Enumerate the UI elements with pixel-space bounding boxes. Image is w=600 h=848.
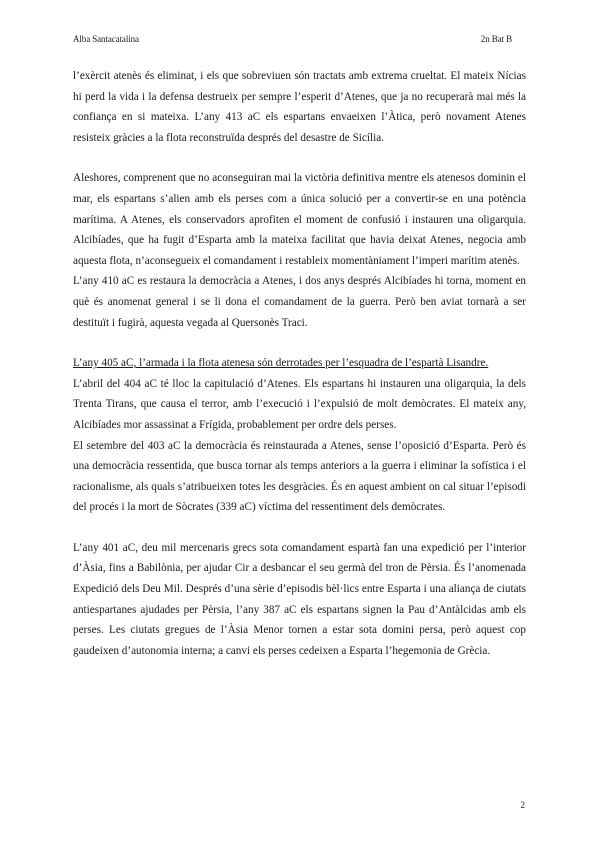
- paragraph: L’abril del 404 aC té lloc la capitulació d’Atenes. Els espartans hi instauren una oligarquia, la dels Trenta Tirans, que causa el terror, amb l’execució i l’expulsió de molt demòcrates. El mateix any, Alcibíades mor assassinat a Frígida, probablement per ordre dels perses.: [73, 377, 526, 431]
- paragraph-gap: [73, 518, 526, 538]
- underlined-paragraph: L’any 405 aC, l’armada i la flota atenesa són derrotades per l’esquadra de l’espartà Lisandre.: [73, 357, 489, 370]
- header-author: Alba Santacatalina: [73, 34, 139, 44]
- paragraph: L’any 401 aC, deu mil mercenaris grecs sota comandament espartà fan una expedició per l’interior d’Àsia, fins a Babilònia, per ajudar Cir a desbancar el seu germà del tron de Pèrsia. És l’anomenada Expedició dels Deu Mil. Després d’una sèrie d’episodis bèl·lics entre Esparta i una aliança de ciutats antiespartanes ajudades per Pèrsia, l’any 387 aC els espartans signen la Pau d’Antàlcidas amb els perses. Les ciutats gregues de l’Àsia Menor tornen a estar sota domini persa, però aquest cop gaudeixen d’autonomia interna; a canvi els perses cedeixen a Esparta l’hegemonia de Grècia.: [73, 541, 526, 657]
- page-number: 2: [520, 800, 525, 810]
- header-class: 2n Bat B: [480, 34, 512, 44]
- paragraph-gap: [73, 148, 526, 168]
- document-body: [73, 66, 526, 661]
- paragraph: El setembre del 403 aC la democràcia és reinstaurada a Atenes, sense l’oposició d’Esparta. Però és una democràcia ressentida, que busca tornar als temps anteriors a la guerra i eliminar la sofística i el racionalisme, als quals s’atribueixen totes les desgràcies. És en aquest ambient on cal situar l’episodi del procés i la mort de Sòcrates (339 aC) víctima del ressentiment dels demòcrates.: [73, 439, 526, 514]
- paragraph: L’any 410 aC es restaura la democràcia a Atenes, i dos anys després Alcibíades hi torna, moment en què és anomenat general i se li dona el comandament de la guerra. Però ben aviat tornarà a ser destituït i fugirà, aquesta vegada al Quersonès Traci.: [73, 275, 526, 329]
- paragraph-gap: [73, 333, 526, 353]
- page-header: [73, 34, 512, 44]
- paragraph: l’exèrcit atenès és eliminat, i els que sobreviuen són tractats amb extrema crueltat. El mateix Nícias hi perd la vida i la defensa destrueix per sempre l’esperit d’Atenes, que ja no recuperarà mai més la confiança en si mateixa. L’any 413 aC els espartans envaeixen l’Àtica, però novament Atenes resisteix gràcies a la flota reconstruïda després del desastre de Sicília.: [73, 70, 526, 144]
- paragraph: Aleshores, comprenent que no aconseguiran mai la victòria definitiva mentre els atenesos dominin el mar, els espartans s’alien amb els perses com a única solució per a convertir-se en una potència marítima. A Atenes, els conservadors aprofiten el moment de confusió i instauren una oligarquia. Alcibíades, que ha fugit d’Esparta amb la mateixa facilitat que havia deixat Atenes, negocia amb aquesta flota, n’aconsegueix el comandament i restableix momentàniament l’imperi marítim atenès.: [73, 172, 526, 267]
